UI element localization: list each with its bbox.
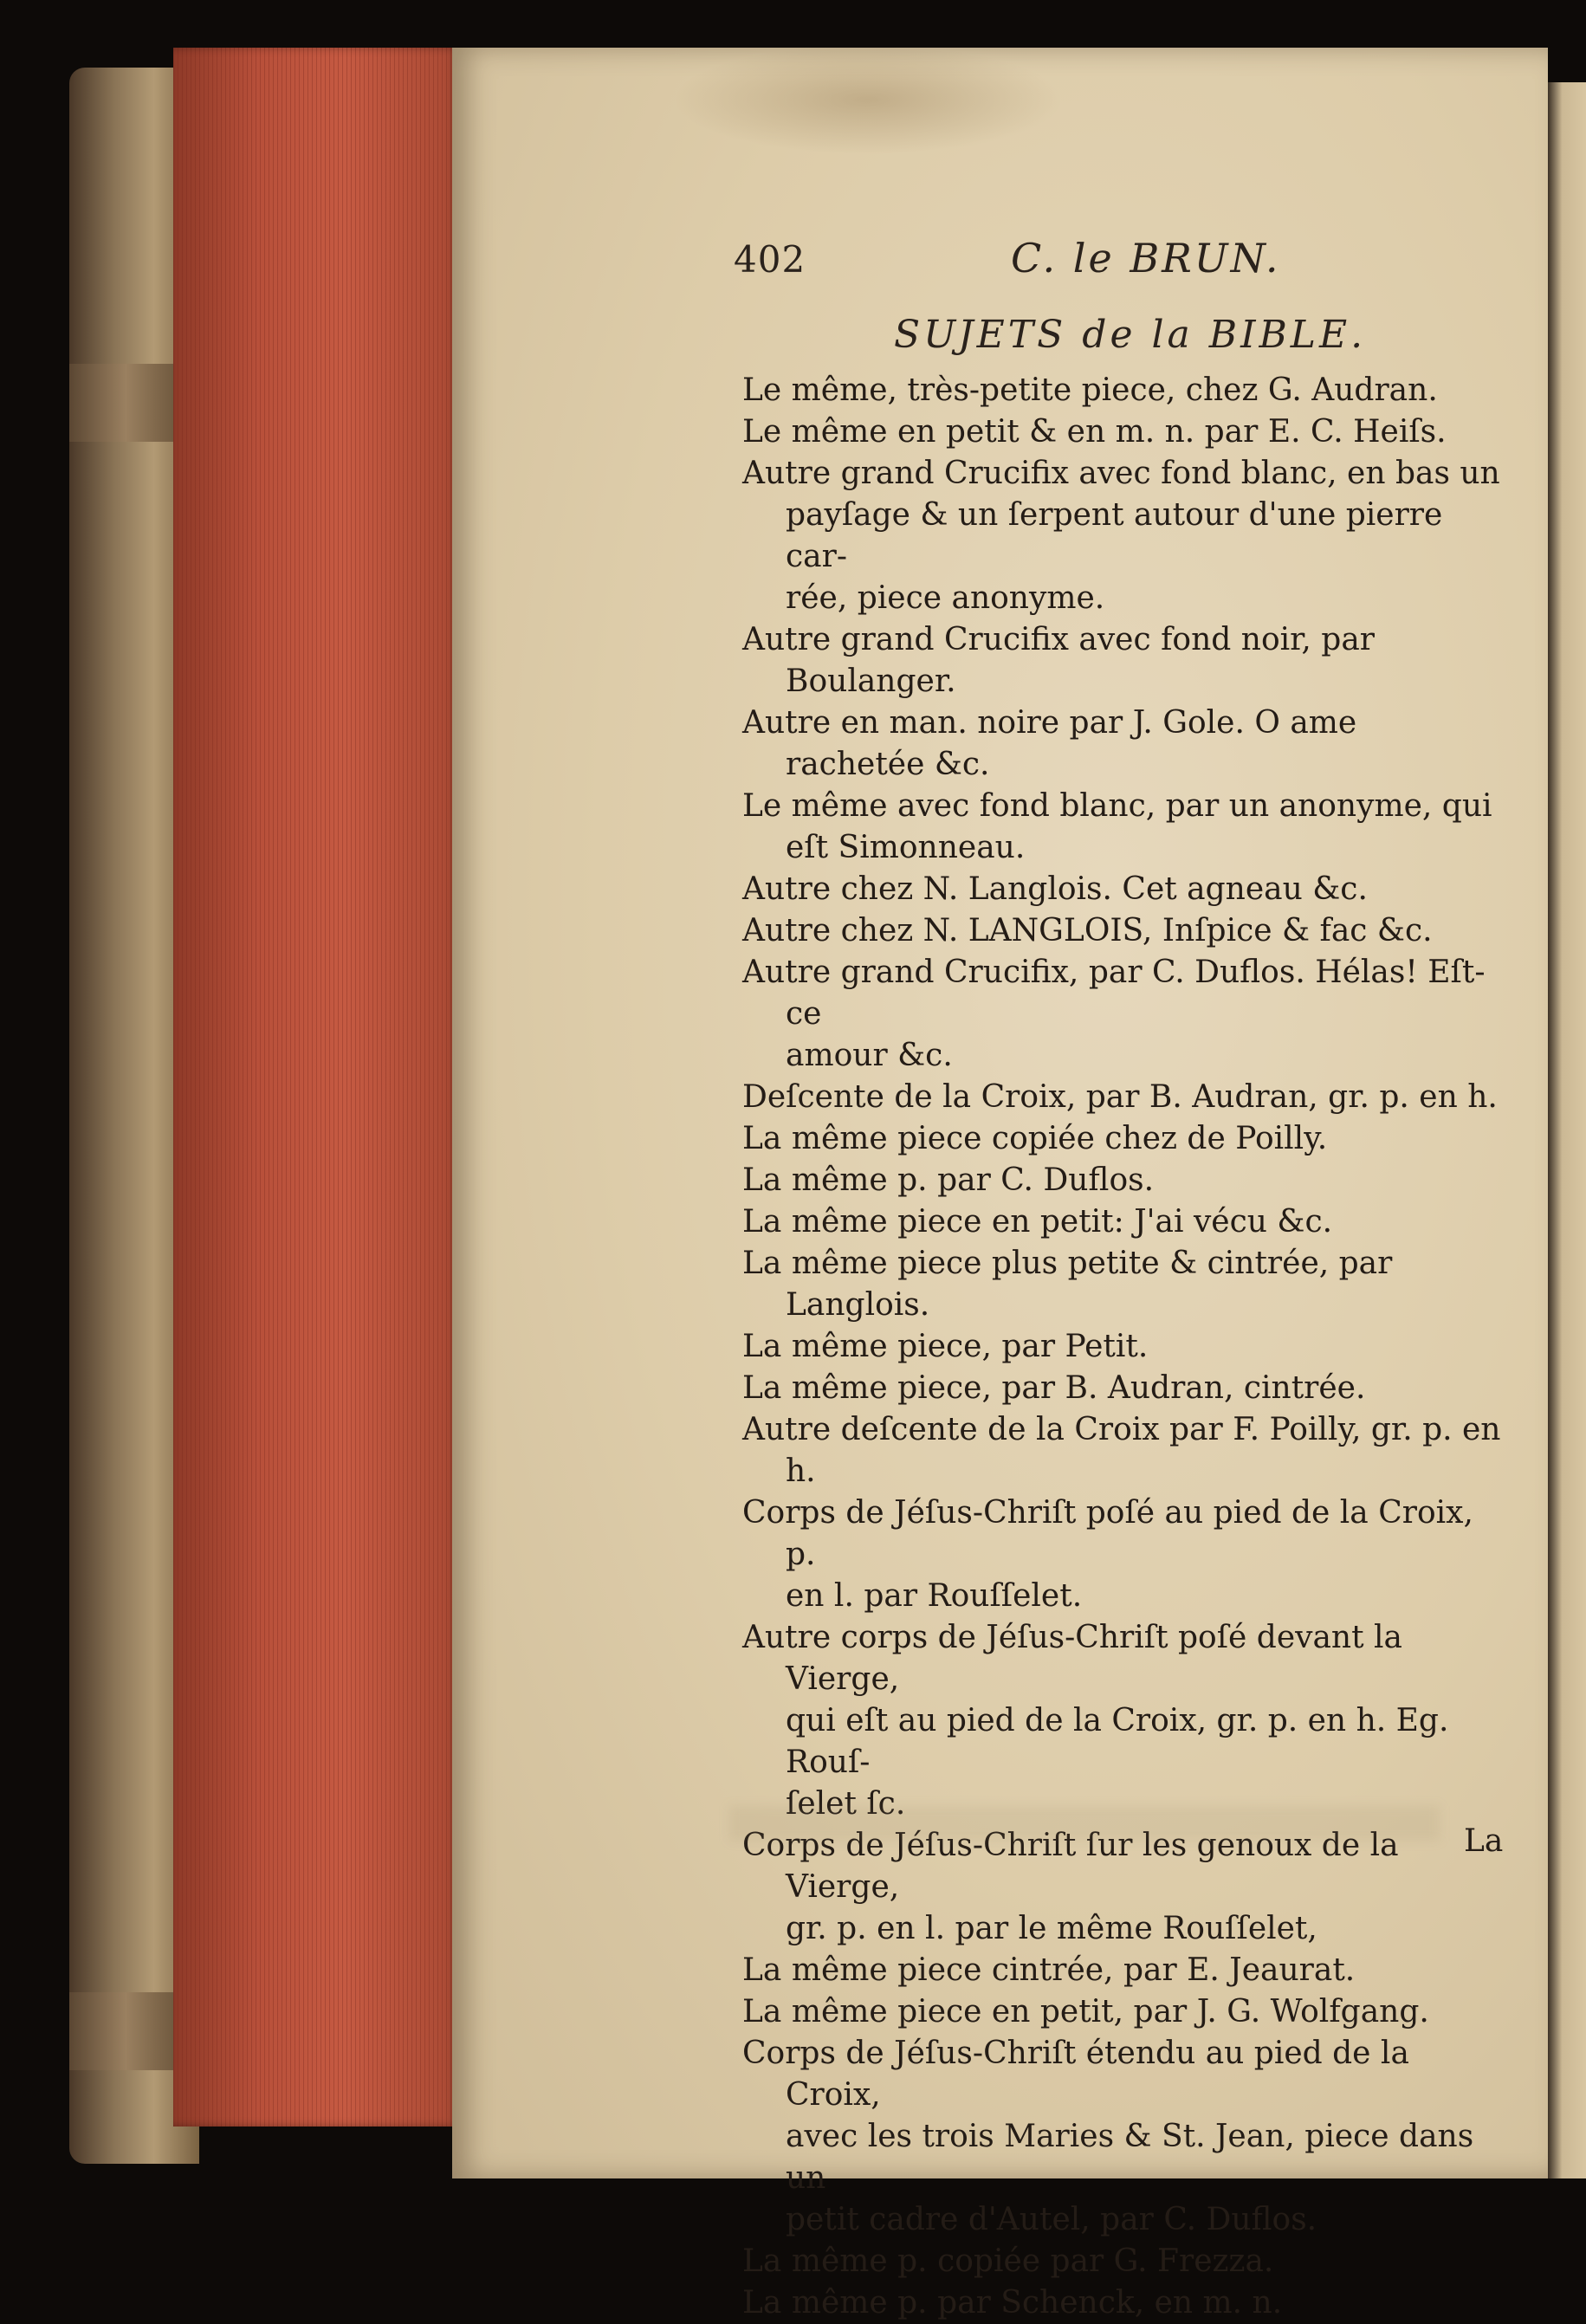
list-item: Corps de Jéſus-Chriſt étendu au pied de la Croix, avec les trois Maries & St. Jean, piece dans un petit cadre d'Autel, par C. Duflos. <box>742 2036 1474 2237</box>
binding-band <box>69 1992 182 2070</box>
list-item: Deſcente de la Croix, par B. Audran, gr. p. en h. <box>742 1079 1498 1115</box>
list-item: Corps de Jéſus-Chriſt ſur les genoux de la Vierge, gr. p. en l. par le même Rouſſelet, <box>742 1828 1399 1946</box>
list-item: La même piece en petit: J'ai vécu &c. <box>742 1204 1333 1240</box>
list-item: Autre corps de Jéſus-Chriſt poſé devant la Vierge, qui eſt au pied de la Croix, gr. p. en h. Eg. Rouſ- ſelet ſc. <box>742 1620 1449 1822</box>
list-item: La même piece cintrée, par E. Jeaurat. <box>742 1952 1356 1988</box>
running-head: C. le BRUN. <box>1011 235 1281 282</box>
list-item: Le même en petit & en m. n. par E. C. Heiſs. <box>742 414 1447 450</box>
list-item: Autre grand Crucifix avec fond noir, par Boulanger. <box>742 622 1375 699</box>
list-item: Autre grand Crucifix avec fond blanc, en bas un payſage & un ſerpent autour d'une pierre car- rée, piece anonyme. <box>742 456 1500 616</box>
list-item: Autre deſcente de la Croix par F. Poilly, gr. p. en h. <box>742 1412 1501 1489</box>
list-item: Le même, très-petite piece, chez G. Audran. <box>742 372 1438 408</box>
list-item: La même piece copiée chez de Poilly. <box>742 1121 1328 1156</box>
page-header <box>452 235 1548 290</box>
list-item: La même p. par Schenck, en m. n. <box>742 2285 1283 2321</box>
facing-page-edge <box>1546 82 1586 2178</box>
page-edges <box>173 48 459 2127</box>
entry-list <box>742 370 1505 2324</box>
list-item: La même piece en petit, par J. G. Wolfgang. <box>742 1994 1429 2029</box>
list-item: La même piece, par Petit. <box>742 1329 1149 1364</box>
list-item: La même p. par C. Duflos. <box>742 1162 1155 1198</box>
list-item: La même piece plus petite & cintrée, par Langlois. <box>742 1246 1393 1323</box>
list-item: Autre chez N. Langlois. Cet agneau &c. <box>742 871 1368 907</box>
catchword: La <box>1464 1823 1504 1859</box>
list-item: Autre grand Crucifix, par C. Duflos. Hélas! Eſt-ce amour &c. <box>742 955 1486 1073</box>
book-page <box>452 48 1548 2321</box>
binding-band <box>69 364 182 442</box>
list-item: Corps de Jéſus-Chriſt poſé au pied de la Croix, p. en l. par Rouſſelet. <box>742 1495 1473 1614</box>
list-item: Autre chez N. LANGLOIS, Inſpice & fac &c. <box>742 913 1433 948</box>
list-item: La même piece, par B. Audran, cintrée. <box>742 1370 1366 1406</box>
list-item: Le même avec fond blanc, par un anonyme, qui eſt Simonneau. <box>742 788 1492 865</box>
page-number: 402 <box>734 238 806 281</box>
section-title: SUJETS de la BIBLE. <box>894 313 1367 357</box>
list-item: Autre en man. noire par J. Gole. O ame rachetée &c. <box>742 705 1357 782</box>
list-item: La même p. copiée par G. Frezza. <box>742 2243 1274 2279</box>
ink-offset-shadow <box>729 1806 1440 1841</box>
